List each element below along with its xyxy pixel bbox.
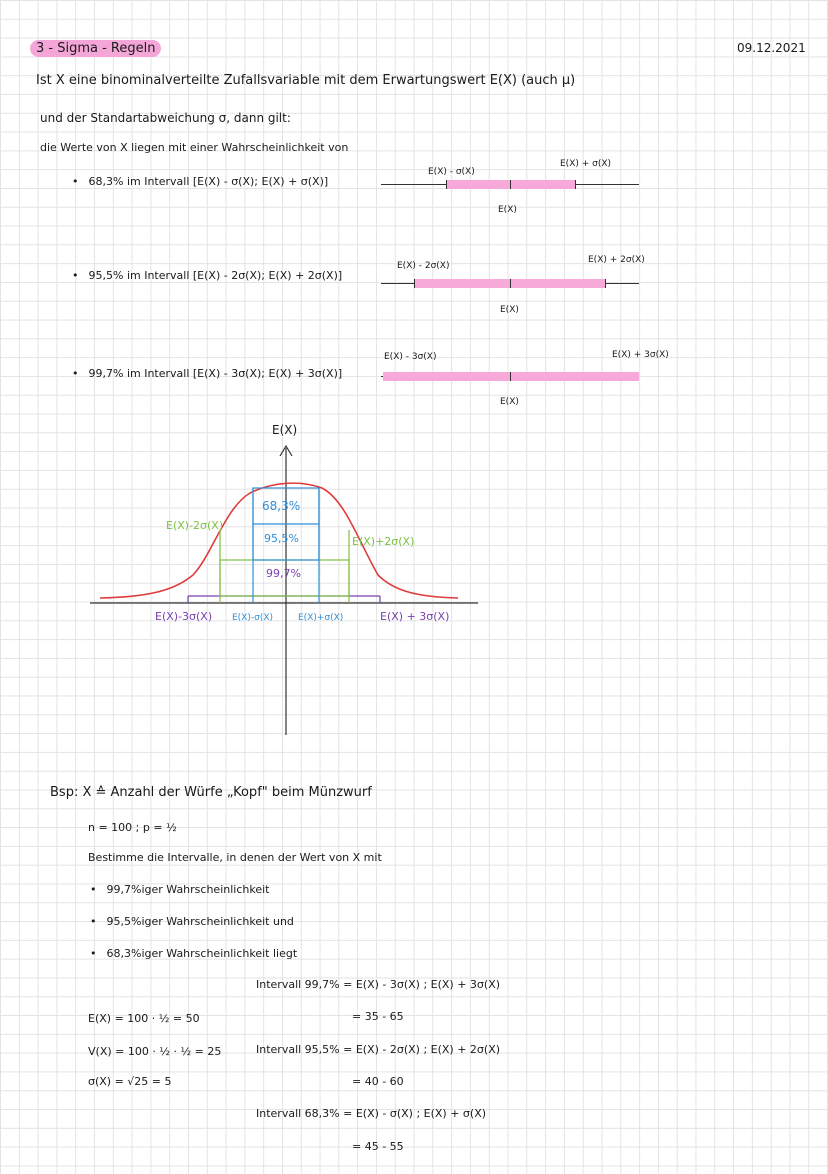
- graph-label-minus-2sigma: E(X)-2σ(X): [166, 519, 224, 532]
- calc-variance: V(X) = 100 · ½ · ½ = 25: [88, 1045, 222, 1058]
- graph-label-plus-1sigma: E(X)+σ(X): [298, 613, 344, 623]
- rule-3-text: • 99,7% im Intervall [E(X) - 3σ(X); E(X) + 3σ(X)]: [72, 368, 342, 379]
- example-heading: Bsp: X ≙ Anzahl der Würfe „Kopf" beim Münzwurf: [50, 785, 372, 800]
- intro-line-1: Ist X eine binominalverteilte Zufallsvariable mit dem Erwartungswert E(X) (auch μ): [36, 73, 576, 88]
- graph-percent-99: 99,7%: [266, 567, 301, 580]
- example-task: Bestimme die Intervalle, in denen der Wert von X mit: [88, 851, 382, 864]
- example-item-2: • 95,5%iger Wahrscheinlichkeit und: [90, 916, 294, 927]
- rule-3-left-label: E(X) - 3σ(X): [384, 352, 437, 362]
- example-item-1: • 99,7%iger Wahrscheinlichkeit: [90, 884, 269, 895]
- rule-1-text: • 68,3% im Intervall [E(X) - σ(X); E(X) + σ(X)]: [72, 176, 328, 187]
- graph-percent-68: 68,3%: [262, 499, 301, 513]
- example-params: n = 100 ; p = ½: [88, 821, 177, 834]
- rule-2-right-label: E(X) + 2σ(X): [588, 255, 645, 265]
- calc-expected-value: E(X) = 100 · ½ = 50: [88, 1012, 200, 1025]
- intro-line-3: die Werte von X liegen mit einer Wahrscheinlichkeit von: [40, 141, 349, 154]
- rule-1-left-label: E(X) - σ(X): [428, 167, 475, 177]
- calc-std-dev: σ(X) = √25 = 5: [88, 1075, 172, 1088]
- interval-99-label: Intervall 99,7% = E(X) - 3σ(X) ; E(X) + 3σ(X): [256, 978, 501, 991]
- interval-95-label: Intervall 95,5% = E(X) - 2σ(X) ; E(X) + 2σ(X): [256, 1043, 501, 1056]
- graph-label-plus-2sigma: E(X)+2σ(X): [352, 535, 415, 548]
- rule-2-left-label: E(X) - 2σ(X): [397, 261, 450, 271]
- graph-axis-label: E(X): [272, 423, 298, 437]
- graph-label-minus-1sigma: E(X)-σ(X): [232, 613, 274, 623]
- example-item-3: • 68,3%iger Wahrscheinlichkeit liegt: [90, 948, 297, 959]
- rule-3-right-label: E(X) + 3σ(X): [612, 350, 669, 360]
- page-title: 3 - Sigma - Regeln: [30, 40, 161, 57]
- rule-2-center-label: E(X): [500, 305, 519, 315]
- rule-2-text: • 95,5% im Intervall [E(X) - 2σ(X); E(X) + 2σ(X)]: [72, 270, 342, 281]
- interval-68-result: = 45 - 55: [352, 1140, 404, 1153]
- rule-1-center-label: E(X): [498, 205, 517, 215]
- interval-99-result: = 35 - 65: [352, 1010, 404, 1023]
- rule-1-right-label: E(X) + σ(X): [560, 159, 612, 169]
- graph-percent-95: 95,5%: [264, 532, 299, 545]
- interval-95-result: = 40 - 60: [352, 1075, 404, 1088]
- intro-line-2: und der Standartabweichung σ, dann gilt:: [40, 111, 291, 125]
- interval-68-label: Intervall 68,3% = E(X) - σ(X) ; E(X) + σ(X): [256, 1107, 487, 1120]
- rule-3-center-label: E(X): [500, 397, 519, 407]
- graph-label-plus-3sigma: E(X) + 3σ(X): [380, 610, 450, 623]
- graph-label-minus-3sigma: E(X)-3σ(X): [155, 610, 213, 623]
- page-date: 09.12.2021: [737, 41, 806, 55]
